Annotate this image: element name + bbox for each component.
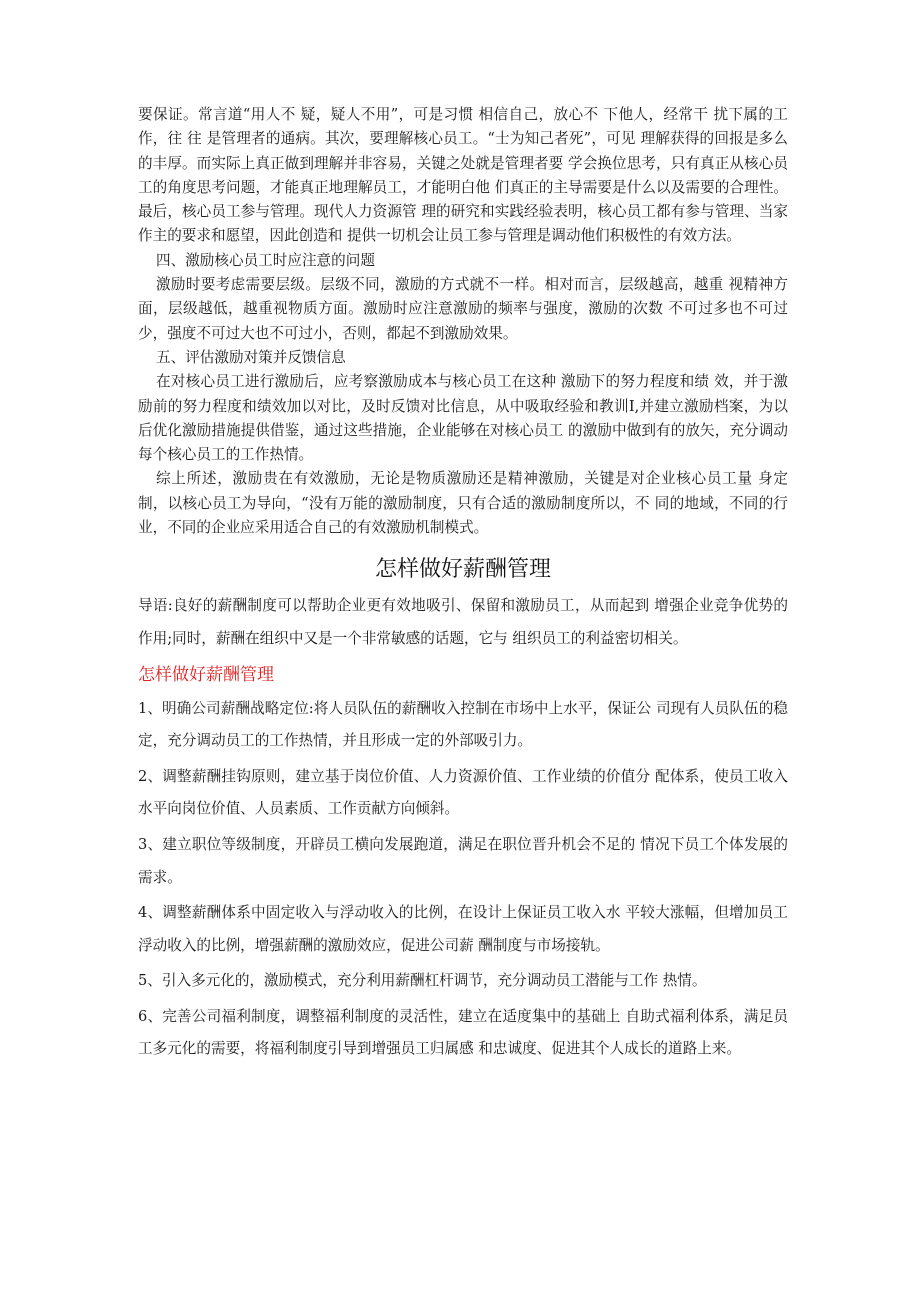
list-item: 2、调整薪酬挂钩原则，建立基于岗位价值、人力资源价值、工作业绩的价值分 配体系，使员工收入水平向岗位价值、人员素质、工作贡献方向倾斜。 (138, 767, 788, 818)
continued-section (138, 103, 788, 540)
article-title: 怎样做好薪酬管理 (374, 557, 551, 583)
paragraph-evaluation: 在对核心员工进行激励后，应考察激励成本与核心员工在这种 激励下的努力程度和绩 效，并于激励前的努力程度和绩效加以对比，及时反馈对比信息，从中吸取经验和教训I,并建立激励档案，为以后优化激励措施提供借鉴，通过这些措施，企业能够在对核心员工 的激励中做到有的放矢，充分调动每个核心员工的工作热情。 (138, 373, 788, 464)
heading-section-five: 五、评估激励对策并反馈信息 (156, 348, 346, 366)
paragraph-conclusion: 综上所述，激励贵在有效激励，无论是物质激励还是精神激励，关键是对企业核心员工量 身定制，以核心员工为导向，“没有万能的激励制度，只有合适的激励制度所以，不 同的地域，不同的行业，不同的企业应采用适合自己的有效激励机制模式。 (138, 470, 788, 537)
article-intro: 导语:良好的薪酬制度可以帮助企业更有效地吸引、保留和激励员工，从而起到 增强企业竞争优势的作用;同时，薪酬在组织中又是一个非常敏感的话题，它与 组织员工的利益密切相关。 (138, 597, 788, 647)
article-subtitle: 怎样做好薪酬管理 (138, 664, 274, 685)
paragraph-levels: 激励时要考虑需要层级。层级不同，激励的方式就不一样。相对而言，层级越高，越重 视精神方面，层级越低，越重视物质方面。激励时应注意激励的频率与强度，激励的次数 不可过多也不可过少，强度不可过大也不可过小，否则，都起不到激励效果。 (138, 276, 788, 342)
heading-section-four: 四、激励核心员工时应注意的问题 (156, 251, 375, 269)
list-item: 4、调整薪酬体系中固定收入与浮动收入的比例，在设计上保证员工收入水 平较大涨幅，但增加员工浮动收入的比例，增强薪酬的激励效应，促进公司薪 酬制度与市场接轨。 (138, 904, 788, 954)
list-item: 6、完善公司福利制度，调整福利制度的灵活性，建立在适度集中的基础上 自助式福利体系，满足员工多元化的需要，将福利制度引导到增强员工归属感 和忠诚度、促进其个人成长的道路上来。 (138, 1007, 788, 1058)
article-body (138, 590, 788, 1066)
paragraph-understanding: 要保证。常言道“用人不 疑，疑人不用”，可是习惯 相信自己，放心不 下他人，经常干 扰下属的工作，往 往 是管理者的通病。其次，要理解核心员工。“士为知己者死”，可见 理解获得的回报是多么的丰厚。而实际上真正做到理解并非容易，关键之处就是管理者要 学会换位思考，只有真正从核心员工的角度思考问题，才能真正地理解员工，才能明白他 们真正的主导需要是什么以及需要的合理性。最后，核心员工参与管理。现代人力资源管 理的研究和实践经验表明，核心员工都有参与管理、当家作主的要求和愿望，因此创造和 提供一切机会让员工参与管理是调动他们积极性的有效方法。 (138, 106, 788, 245)
document-page (138, 103, 788, 1066)
list-item: 1、明确公司薪酬战略定位:将人员队伍的薪酬收入控制在市场中上水平，保证公 司现有人员队伍的稳定，充分调动员工的工作热情，并且形成一定的外部吸引力。 (138, 699, 788, 750)
list-item: 3、建立职位等级制度，开辟员工横向发展跑道，满足在职位晋升机会不足的 情况下员工个体发展的需求。 (138, 835, 788, 886)
list-item: 5、引入多元化的，激励模式，充分利用薪酬杠杆调节，充分调动员工潜能与工作 热情。 (138, 972, 707, 990)
